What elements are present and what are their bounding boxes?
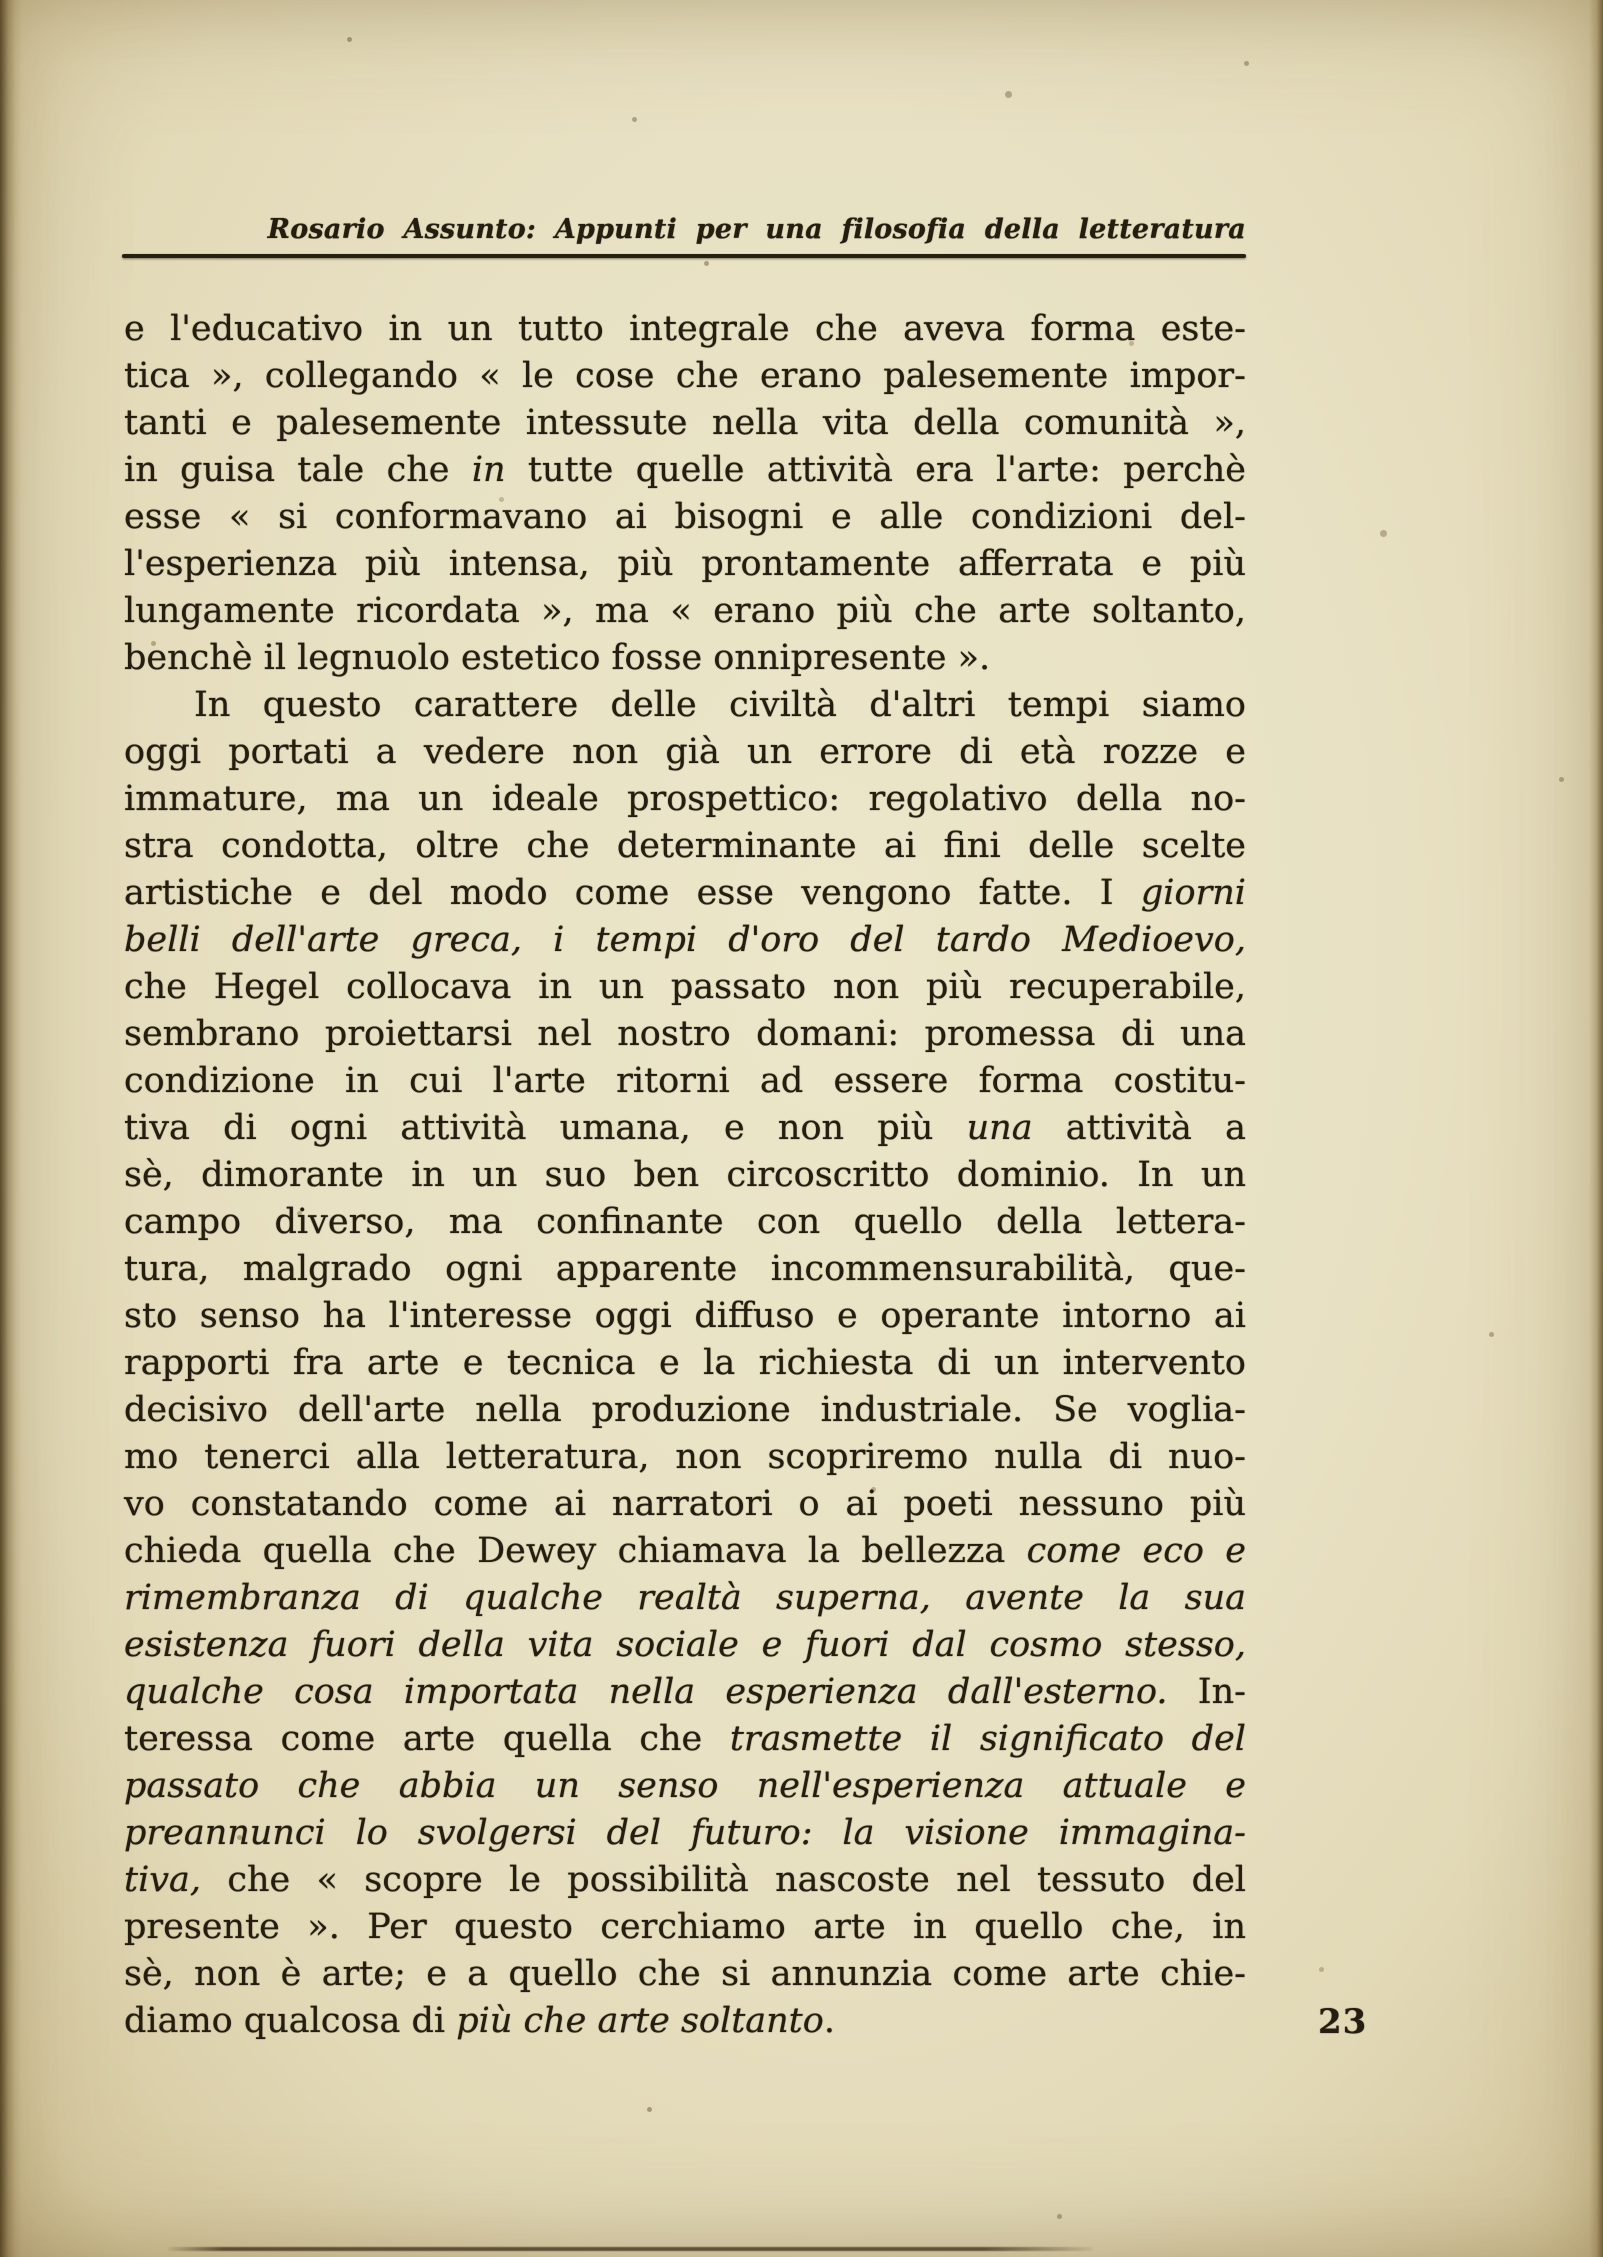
italic-text-segment: qualche cosa importata nella esperienza dall'esterno. <box>124 1672 1168 1712</box>
text-segment: sembrano proiettarsi nel nostro domani: promessa di una <box>124 1014 1246 1054</box>
text-line <box>124 1058 1246 1105</box>
text-segment: oggi portati a vedere non già un errore di età rozze e <box>124 732 1246 772</box>
text-segment: stra condotta, oltre che determinante ai fini delle scelte <box>124 826 1246 866</box>
text-segment: tica », collegando « le cose che erano palesemente impor- <box>124 356 1246 396</box>
text-line <box>124 1951 1246 1998</box>
text-segment: diamo qualcosa di <box>124 2001 457 2041</box>
text-segment: In- <box>1167 1672 1246 1712</box>
text-segment: tutte quelle attività era l'arte: perchè <box>505 450 1246 490</box>
text-segment: tiva di ogni attività umana, e non più <box>124 1108 967 1148</box>
text-line <box>124 1716 1246 1763</box>
text-line <box>124 1105 1246 1152</box>
italic-text-segment: belli dell'arte greca, i tempi d'oro del tardo Medioevo, <box>124 920 1246 960</box>
text-segment: che Hegel collocava in un passato non più recuperabile, <box>124 967 1246 1007</box>
text-line <box>124 1199 1246 1246</box>
text-segment: immature, ma un ideale prospettico: regolativo della no- <box>124 779 1246 819</box>
text-segment: l'esperienza più intensa, più prontamente afferrata e più <box>124 544 1246 584</box>
text-segment: sè, dimorante in un suo ben circoscritto dominio. In un <box>124 1155 1246 1195</box>
italic-text-segment: più che arte soltanto <box>456 2001 824 2041</box>
text-segment: sto senso ha l'interesse oggi diffuso e operante intorno ai <box>124 1296 1246 1336</box>
text-line <box>124 1904 1246 1951</box>
text-line <box>124 1810 1246 1857</box>
text-line <box>124 1857 1246 1904</box>
text-segment: condizione in cui l'arte ritorni ad essere forma costitu- <box>124 1061 1246 1101</box>
italic-text-segment: passato che abbia un senso nell'esperienza attuale e <box>124 1766 1246 1806</box>
text-segment: benchè il legnuolo estetico fosse onnipresente ». <box>124 638 991 678</box>
text-segment: teressa come arte quella che <box>124 1719 730 1759</box>
text-line <box>124 682 1246 729</box>
italic-text-segment: una <box>966 1108 1033 1148</box>
text-line <box>124 1293 1246 1340</box>
scan-edge-right <box>1589 0 1603 2257</box>
text-line <box>124 870 1246 917</box>
text-segment: rapporti fra arte e tecnica e la richiesta di un intervento <box>124 1343 1246 1383</box>
text-line <box>124 823 1246 870</box>
page-number: 23 <box>1318 2002 1368 2042</box>
text-segment: decisivo dell'arte nella produzione industriale. Se voglia- <box>124 1390 1246 1430</box>
text-line <box>124 729 1246 776</box>
text-line <box>124 1528 1246 1575</box>
running-header: Rosario Assunto: Appunti per una filosofia della letteratura <box>267 214 1246 245</box>
text-line <box>124 306 1246 353</box>
text-segment: chieda quella che Dewey chiamava la bellezza <box>124 1531 1027 1571</box>
text-line <box>124 635 1246 682</box>
text-line <box>124 1575 1246 1622</box>
italic-text-segment: trasmette il significato del <box>729 1719 1246 1759</box>
text-segment: . <box>823 2001 835 2041</box>
italic-text-segment: in <box>471 450 506 490</box>
text-line <box>124 1387 1246 1434</box>
text-segment: campo diverso, ma confinante con quello della lettera- <box>124 1202 1246 1242</box>
text-segment: in guisa tale che <box>124 450 472 490</box>
text-segment: sè, non è arte; e a quello che si annunzia come arte chie- <box>124 1954 1246 1994</box>
text-segment: che « scopre le possibilità nascoste nel tessuto del <box>201 1860 1246 1900</box>
text-line <box>124 494 1246 541</box>
text-line <box>124 1622 1246 1669</box>
text-line <box>124 1669 1246 1716</box>
text-segment: e l'educativo in un tutto integrale che aveva forma este- <box>124 309 1246 349</box>
header-rule <box>122 254 1246 258</box>
text-segment: mo tenerci alla letteratura, non scopriremo nulla di nuo- <box>124 1437 1246 1477</box>
text-line <box>124 1998 1246 2045</box>
text-line <box>124 1152 1246 1199</box>
text-segment: presente ». Per questo cerchiamo arte in quello che, in <box>124 1907 1246 1947</box>
scan-edge-left <box>0 0 22 2257</box>
text-line <box>124 588 1246 635</box>
text-line <box>124 917 1246 964</box>
text-line <box>124 964 1246 1011</box>
text-segment: In questo carattere delle civiltà d'altri tempi siamo <box>194 685 1246 725</box>
italic-text-segment: come eco e <box>1026 1531 1246 1571</box>
text-segment: artistiche e del modo come esse vengono fatte. I <box>124 873 1141 913</box>
text-line <box>124 400 1246 447</box>
text-line <box>124 541 1246 588</box>
body-text <box>124 306 1246 2045</box>
italic-text-segment: rimembranza di qualche realtà superna, avente la sua <box>124 1578 1246 1618</box>
italic-text-segment: esistenza fuori della vita sociale e fuori dal cosmo stesso, <box>124 1625 1246 1665</box>
text-segment: tanti e palesemente intessute nella vita della comunità », <box>124 403 1246 443</box>
text-line <box>124 1434 1246 1481</box>
text-line <box>124 1763 1246 1810</box>
text-segment: tura, malgrado ogni apparente incommensurabilità, que- <box>124 1249 1246 1289</box>
italic-text-segment: preannunci lo svolgersi del futuro: la visione immagina- <box>124 1813 1246 1853</box>
text-line <box>124 1246 1246 1293</box>
text-line <box>124 1340 1246 1387</box>
text-line <box>124 1481 1246 1528</box>
text-line <box>124 1011 1246 1058</box>
italic-text-segment: tiva, <box>124 1860 202 1900</box>
text-line <box>124 353 1246 400</box>
text-segment: vo constatando come ai narratori o ai poeti nessuno più <box>124 1484 1246 1524</box>
text-segment: esse « si conformavano ai bisogni e alle condizioni del- <box>124 497 1246 537</box>
text-segment: attività a <box>1032 1108 1246 1148</box>
text-line <box>124 776 1246 823</box>
italic-text-segment: giorni <box>1140 873 1246 913</box>
text-line <box>124 447 1246 494</box>
scan-artifact-line <box>168 2247 1093 2251</box>
text-segment: lungamente ricordata », ma « erano più che arte soltanto, <box>124 591 1246 631</box>
